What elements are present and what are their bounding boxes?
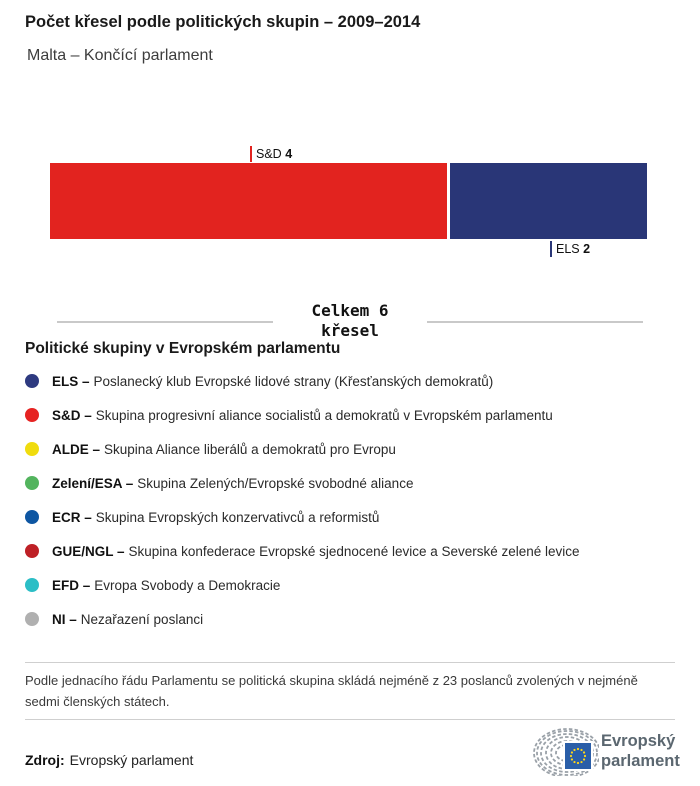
group-desc: Skupina Aliance liberálů a demokratů pro Evropu [104,441,396,457]
legend-item-gue-ngl [25,534,680,568]
total-seats-label: Celkem 6 křesel [311,301,389,340]
page-subtitle: Malta – Končící parlament [27,47,213,64]
european-parliament-hemicycle-icon [533,726,599,776]
source-label: Zdroj: [25,752,65,768]
group-desc: Skupina progresivní aliance socialistů a demokratů v Evropském parlamentu [95,407,553,423]
legend-item-alde [25,432,680,466]
group-abbr: NI – [52,611,77,627]
footnote-divider-top [25,662,675,663]
legend-item-els [25,364,680,398]
bar-label-sd [250,146,292,162]
bar-segment-sd [50,163,450,239]
legend [25,364,680,636]
gue-ngl-color-dot [25,544,39,558]
group-abbr: GUE/NGL – [52,543,125,559]
seat-bar-chart [50,147,650,256]
source-value: Evropský parlament [69,752,194,768]
legend-item-ni [25,602,680,636]
group-abbr: ALDE – [52,441,101,457]
group-desc: Nezařazení poslanci [80,611,204,627]
eu-flag-icon [564,742,592,770]
group-abbr: ECR – [52,509,92,525]
ecr-color-dot [25,510,39,524]
page-title: Počet křesel podle politických skupin – 2009–2014 [25,13,421,31]
legend-item-sd [25,398,680,432]
efd-color-dot [25,578,39,592]
group-desc: Evropa Svobody a Demokracie [94,577,281,593]
sd-color-dot [25,408,39,422]
bar-label-text: S&D 4 [256,147,293,161]
group-desc: Poslanecký klub Evropské lidové strany (Křesťanských demokratů) [93,373,494,389]
ni-color-dot [25,612,39,626]
legend-item-ecr [25,500,680,534]
legend-heading: Politické skupiny v Evropském parlamentu [25,340,341,357]
group-abbr: EFD – [52,577,91,593]
group-abbr: ELS – [52,373,90,389]
group-abbr: S&D – [52,407,92,423]
els-color-dot [25,374,39,388]
tick-mark [250,146,252,162]
bar-label-els [550,241,590,257]
legend-item-zeleni-esa [25,466,680,500]
group-desc: Skupina Zelených/Evropské svobodné aliance [137,475,414,491]
tick-mark [550,241,552,257]
bar-segment-els [450,163,650,239]
alde-color-dot [25,442,39,456]
european-parliament-logo-text: Evropský parlament [601,732,680,770]
footnote-text: Podle jednacího řádu Parlamentu se politická skupina skládá nejméně z 23 poslanců zvolených v nejméně sedmi členských státech. [25,673,638,709]
bar-label-text: ELS 2 [556,242,591,256]
legend-item-efd [25,568,680,602]
group-abbr: Zelení/ESA – [52,475,134,491]
source-line [25,752,193,768]
zeleni-esa-color-dot [25,476,39,490]
group-desc: Skupina Evropských konzervativců a reformistů [95,509,380,525]
footnote-divider-bottom [25,719,675,720]
group-desc: Skupina konfederace Evropské sjednocené levice a Severské zelené levice [128,543,580,559]
